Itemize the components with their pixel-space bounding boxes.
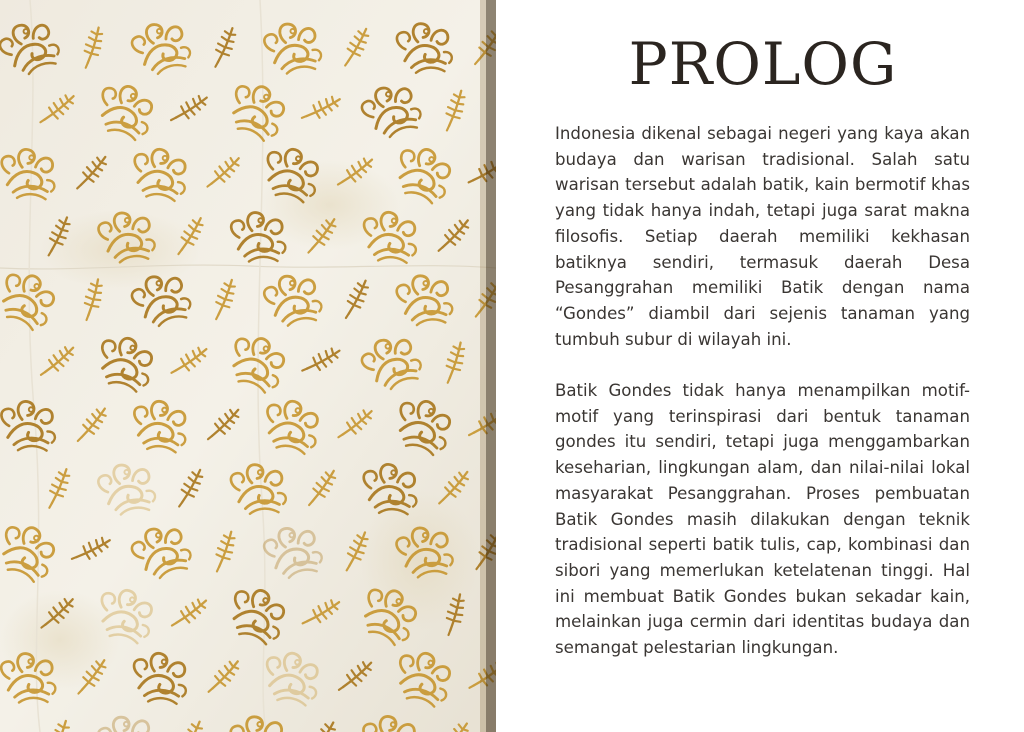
paragraph-2: Batik Gondes tidak hanya menampilkan motif-motif yang terinspirasi dari bentuk tanaman gondes itu sendiri, tetapi juga menggambarkan keseharian, lingkungan alam, dan nilai-nilai lokal masyarakat Pesanggrahan. Proses pembuatan Batik Gondes masih dilakukan dengan teknik tradisional seperti batik tulis, cap, kombinasi dan sibori yang memerlukan ketelatenan tinggi. Hal ini membuat Batik Gondes bukan sekadar kain, melainkan juga cermin dari identitas budaya dan semangat pelestarian lingkungan.: [555, 381, 970, 658]
batik-fabric-photo: [0, 0, 496, 732]
batik-motif-pattern: [0, 0, 496, 732]
page-title: PROLOG: [628, 30, 898, 98]
prolog-body: [555, 121, 970, 686]
paragraph-1: Indonesia dikenal sebagai negeri yang kaya akan budaya dan warisan tradisional. Salah satu warisan tersebut adalah batik, kain bermotif khas yang tidak hanya indah, tetapi juga sarat makna filosofis. Setiap daerah memiliki kekhasan batiknya sendiri, termasuk daerah Desa Pesanggrahan memiliki Batik dengan nama “Gondes” diambil dari sejenis tanaman yang tumbuh subur di wilayah ini.: [555, 124, 970, 349]
